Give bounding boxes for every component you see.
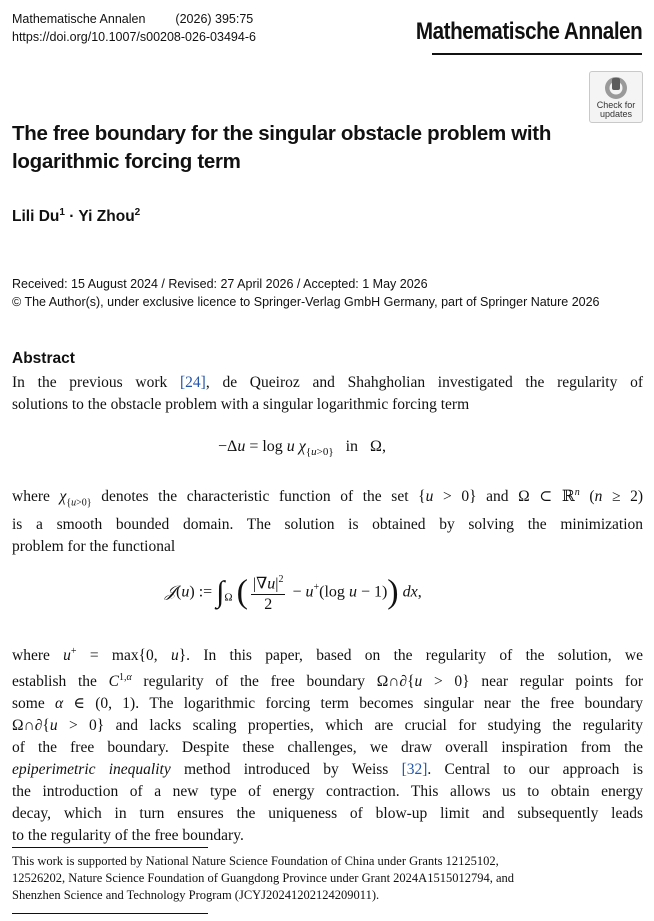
author-2[interactable]: Yi Zhou	[78, 208, 135, 225]
equation-2: 𝒥(u) := $\int_\Omega$ ( $\frac{|\nabla u|^2}{2}$ − u+(log u − 1)) dx,	[165, 570, 422, 615]
badge-line1: Check for	[596, 100, 636, 110]
citation-24[interactable]: [24]	[180, 374, 206, 391]
author-list	[12, 207, 140, 226]
header-rule	[432, 53, 642, 55]
abstract-heading: Abstract	[12, 350, 75, 367]
received-revised-accepted: Received: 15 August 2024 / Revised: 27 April 2026 / Accepted: 1 May 2026	[12, 277, 428, 291]
abstract-paragraph-2: where $\chi_{\{u>0\}}$ denotes the characteristic function of the set {u > 0} and Ω ⊂ ℝ$^n$ (n ≥ 2) is a smooth bounded domain. The solution is obtained by solving the minimization problem for the functional	[12, 487, 643, 556]
funding-footnote: This work is supported by National Nature Science Foundation of China under Grants 12125102, 12526202, Nature Science Foundation of Guangdong Province under Grant 2024A1515012794, and Shenzhen Science and Technology Program (JCYJ20241202124209011).	[12, 854, 514, 902]
badge-line2: updates	[599, 109, 633, 119]
abstract-paragraph-3: where u+ = max{0, u}. In this paper, based on the regularity of the solution, we establish the $C^{1,\alpha}$ regularity of the free boundary Ω∩∂{u > 0} near regular points for some α ∈ (0, 1). The logarithmic forcing term becomes singular near the free boundary Ω∩∂{u > 0} and lacks scaling properties, which are crucial for studying the regularity of the free boundary. Despite these challenges, we draw overall inspiration from the epiperimetric inequality method introduced by Weiss [32]. Central to our approach is the introduction of a new type of energy contraction. This allows us to obtain energy decay, which in turn ensures the uniqueness of blow-up limit and subsequently leads to the regularity of the free boundary.	[12, 646, 644, 845]
footnote-rule-bottom	[12, 913, 208, 914]
journal-small-name: Mathematische Annalen	[12, 12, 146, 26]
history-dates	[12, 275, 600, 311]
article-meta	[12, 10, 256, 46]
doi-link[interactable]: https://doi.org/10.1007/s00208-026-03494-6	[12, 30, 256, 44]
title-line1: The free boundary for the singular obstacle problem with	[12, 122, 552, 145]
journal-title: Mathematische Annalen	[415, 18, 642, 45]
citation-32[interactable]: [32]	[401, 761, 428, 779]
equation-1: −Δu = log u $\chi_{\{u>0\}}$ in Ω,	[218, 438, 386, 459]
author-separator: ·	[64, 208, 79, 225]
abstract-paragraph-1: In the previous work [24], de Queiroz and Shahgholian investigated the regularity of solutions to the obstacle problem with a singular logarithmic forcing term	[12, 374, 643, 413]
check-for-updates-badge[interactable]	[589, 71, 643, 123]
author-1-affil: 1	[59, 207, 65, 218]
footnote-rule-top	[12, 847, 208, 848]
title-line2: logarithmic forcing term	[12, 150, 241, 173]
author-2-affil: 2	[134, 207, 141, 218]
volume-info: (2026) 395:75	[175, 12, 254, 26]
check-for-updates-icon	[603, 75, 629, 101]
author-1[interactable]: Lili Du	[12, 208, 60, 225]
paper-title	[12, 120, 602, 176]
copyright-line: © The Author(s), under exclusive licence to Springer-Verlag GmbH Germany, part of Springer Nature 2026	[12, 295, 600, 309]
